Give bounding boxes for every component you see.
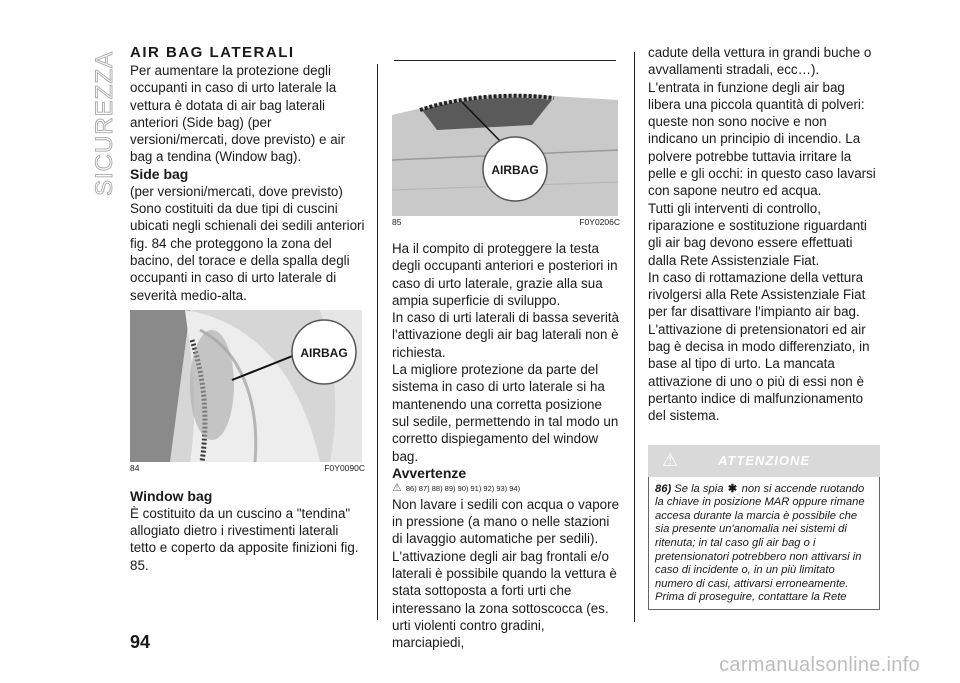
warning-body [648,477,880,610]
paragraph: Ha il compito di proteggere la testa degli occupanti anteriori e posteriori in caso di urto laterale, grazie alla sua ampia superficie di sviluppo. [392,241,618,308]
warning-text: non si accende ruotando la chiave in posizione MAR oppure rimane accesa durante la marcia è possibile che sia presente un'anomalia nei sistemi di ritenuta; in tal caso gli air bag o i pretensionatori potrebbero non attivarsi in caso di incidente o, in un più limitato numero di casi, attivarsi erroneamente. Prima di proseguire, contattare la Rete [655,482,865,604]
paragraph: L'attivazione degli air bag frontali e/o laterali è possibile quando la vettura è stata sottoposta a forti urti che interessano la zona sottoscocca (es. urti violenti contro gradini, marciapiedi, [392,548,617,651]
intro-paragraph: Per aumentare la protezione degli occupanti in caso di urto laterale la vettura è dotata di air bag laterali anteriori (Side bag) (per versioni/mercati, dove previsto) e air bag a tendina (Window bag). [130,63,346,165]
airbag-label: AIRBAG [300,345,348,360]
section-title [86,48,120,198]
warning-header [648,445,880,477]
seat-airbag-image [130,310,362,462]
figure-85 [392,70,620,228]
paragraph: In caso di urti laterali di bassa severità l'attivazione degli air bag laterali non è richiesta. [392,310,620,360]
paragraph: In caso di rottamazione della vettura rivolgersi alla Rete Assistenziale Fiat per far disattivare l'impianto air bag. [648,269,866,320]
paragraph: Non lavare i sedili con acqua o vapore in pressione (a mano o nelle stazioni di lavaggio automatiche per sedili). [392,496,620,547]
column-divider [634,52,635,622]
column-3 [648,44,880,610]
page-number: 94 [130,632,151,652]
warning-text-start: Se la spia [674,482,724,495]
heading-side-bag: Side bag [130,165,189,182]
figure-number: 84 [130,462,140,473]
paragraph: La migliore protezione da parte del sistema in caso di urto laterale si ha mantenendo una corretta posizione sul sedile, permettendo in tal modo un corretto dispiegamento del window bag. [392,362,619,464]
figure-84 [130,310,365,474]
seat-illustration [130,310,362,462]
top-rule [394,60,616,61]
column-divider [377,64,378,620]
warning-triangle-icon: ⚠ [392,482,402,495]
figure-number: 85 [392,217,402,227]
heading-air-bag-laterali: AIR BAG LATERALI [130,44,295,61]
side-bag-paragraph: (per versioni/mercati, dove previsto) Sono costituiti da due tipi di cuscini ubicati negli schienali dei sedili anteriori fig. 84 che proteggono la zona del bacino, del torace e della spalla degli occupanti in caso di urto laterale di severità medio-alta. [130,183,365,303]
window-bag-paragraph: È costituito da un cuscino a "tendina" allogiato dietro i rivestimenti laterali tetto e coperto da apposite finizioni fig. 85. [130,505,359,573]
warning-title: ATTENZIONE [717,452,811,468]
car-illustration [392,70,618,216]
paragraph: L'attivazione di pretensionatori ed air bag è decisa in modo differenziato, in base al tipo di urto. La mancata attivazione di uno o più di essi non è pertanto indice di malfunzionamento del sistema. [648,321,870,424]
section-title-text: SICUREZZA [91,50,118,196]
figure-code: F0Y0206C [579,217,620,227]
heading-window-bag: Window bag [130,487,213,504]
paragraph: L'entrata in funzione degli air bag libera una piccola quantità di polveri: queste non sono nocive e non indicano un principio di incendio. La polvere potrebbe tuttavia irritare la pelle e gli occhi: in questo caso lavarsi con sapone neutro ed acqua. [648,79,876,199]
column-1 [130,44,365,574]
paragraph: Tutti gli interventi di controllo, riparazione e sostituzione riguardanti gli air bag devono essere effettuati dalla Rete Assistenziale Fiat. [648,200,867,268]
figure-code: F0Y0090C [324,462,365,473]
column-2 [392,70,620,652]
warning-references [392,482,620,496]
car-window-airbag-image [392,70,618,216]
airbag-label: AIRBAG [491,163,539,177]
watermark: carmanualsonline.info [719,654,920,676]
paragraph: cadute della vettura in grandi buche o avvallamenti stradali, ecc…). [648,45,872,78]
warning-triangle-icon: ⚠ [662,449,679,470]
figure-caption [130,463,365,474]
figure-caption [392,217,620,228]
warning-number: 86) [655,482,672,495]
airbag-warning-light-icon: ✱ [727,482,738,495]
warning-refs: 86) 87) 88) 89) 90) 91) 92) 93) 94) [405,484,521,494]
heading-avvertenze: Avvertenze [392,464,467,481]
